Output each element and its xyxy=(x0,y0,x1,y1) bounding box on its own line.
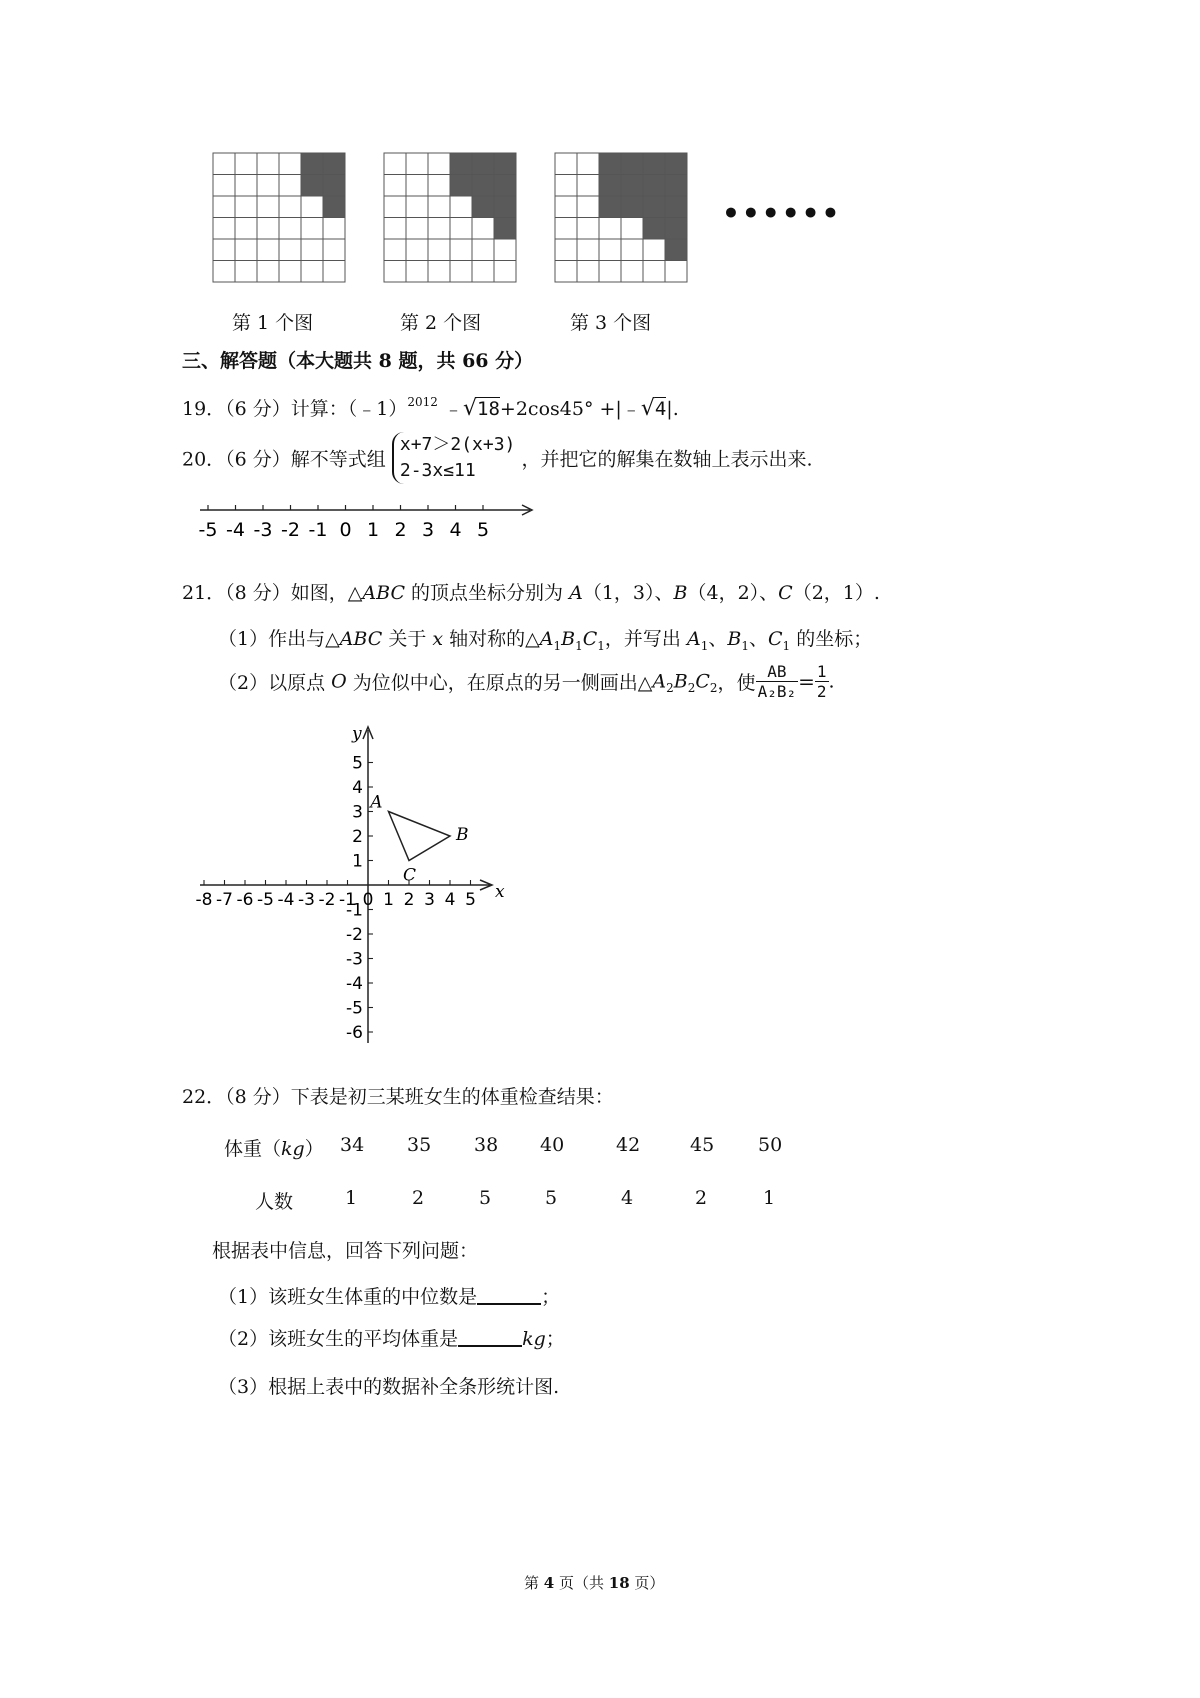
shaded-cell xyxy=(643,175,665,197)
inequality-system xyxy=(392,432,516,484)
y-axis-label: y xyxy=(352,724,362,744)
grid-cell xyxy=(406,239,428,261)
grid-cell xyxy=(428,261,450,283)
q19-exponent: 2012 xyxy=(407,395,438,409)
grid-cell xyxy=(213,153,235,175)
grid-cell xyxy=(555,239,577,261)
row-label-count: 人数 xyxy=(255,1191,294,1213)
y-tick-label: 2 xyxy=(352,827,363,847)
grid-cell xyxy=(279,261,301,283)
count-cell: 1 xyxy=(345,1187,358,1209)
grid-cell xyxy=(323,218,345,240)
x-tick-label: -4 xyxy=(277,890,295,910)
grid-cell xyxy=(235,261,257,283)
grid-cell xyxy=(323,239,345,261)
grid-cell xyxy=(406,261,428,283)
weight-cell: 42 xyxy=(616,1134,641,1156)
grid-cell xyxy=(665,261,687,283)
grid-cell xyxy=(384,261,406,283)
y-tick-label: 3 xyxy=(352,802,363,823)
tick-label: 5 xyxy=(476,519,490,541)
grid-cell xyxy=(257,261,279,283)
shaded-cell xyxy=(665,239,687,261)
grid-cell xyxy=(494,239,516,261)
q19-minus: ﹣ xyxy=(437,398,463,420)
q19-prefix: 19．（6 分）计算：（﹣1） xyxy=(182,398,408,420)
pattern-figure-2 xyxy=(383,152,517,282)
grid-cell xyxy=(301,239,323,261)
coordinate-plane xyxy=(195,724,560,1055)
figure-caption-3: 第 3 个图 xyxy=(570,312,652,334)
shaded-cell xyxy=(599,196,621,218)
shaded-cell xyxy=(621,153,643,175)
answer-blank-2[interactable] xyxy=(458,1327,522,1347)
tick-label: 0 xyxy=(339,519,352,541)
triangle-abc xyxy=(389,812,451,861)
shaded-cell xyxy=(323,153,345,175)
grid-cell xyxy=(577,239,599,261)
y-tick-label: 1 xyxy=(352,851,363,872)
tick-label: -1 xyxy=(308,519,328,541)
page-footer: 第 4 页（共 18 页） xyxy=(524,1574,665,1592)
tick-label: 1 xyxy=(366,519,380,541)
x-axis-label: x xyxy=(495,882,505,902)
question-19 xyxy=(182,394,679,421)
shaded-cell xyxy=(665,196,687,218)
grid-cell xyxy=(384,218,406,240)
grid-cell xyxy=(555,261,577,283)
x-tick-label: -3 xyxy=(298,890,315,910)
grid-cell xyxy=(472,218,494,240)
question-22-part-3: （3）根据上表中的数据补全条形统计图. xyxy=(218,1376,560,1398)
shaded-cell xyxy=(665,175,687,197)
grid-cell xyxy=(213,261,235,283)
question-21-part-2: （2）以原点 O 为位似中心，在原点的另一侧画出$\triangle A_2B_2C_2$，使 $\frac{AB}{\text{A₂B₂}}$ = $\frac{1}{2}$ . xyxy=(218,662,835,701)
table-row-count xyxy=(0,1187,1200,1213)
grid-cell xyxy=(643,239,665,261)
grid-cell xyxy=(577,218,599,240)
shaded-cell xyxy=(301,175,323,197)
grid-cell xyxy=(599,261,621,283)
grid-cell xyxy=(213,175,235,197)
shaded-cell xyxy=(621,175,643,197)
number-line xyxy=(200,500,540,550)
grid-cell xyxy=(301,196,323,218)
shaded-cell xyxy=(472,175,494,197)
grid-cell xyxy=(279,196,301,218)
y-tick-label: -5 xyxy=(346,998,363,1019)
grid-cell xyxy=(213,239,235,261)
x-tick-label: 4 xyxy=(444,890,456,910)
vertex-label-c: C xyxy=(403,865,417,886)
x-tick-label: 2 xyxy=(403,890,415,910)
pattern-figure-1 xyxy=(212,152,346,282)
question-20 xyxy=(182,432,813,484)
grid-cell xyxy=(279,175,301,197)
grid-cell xyxy=(406,196,428,218)
answer-blank-1[interactable] xyxy=(477,1285,541,1305)
grid-cell xyxy=(472,261,494,283)
grid-cell xyxy=(577,261,599,283)
inequality-2: 2-3x≤11 xyxy=(399,460,476,481)
y-tick-label: -2 xyxy=(346,925,363,945)
grid-cell xyxy=(621,218,643,240)
grid-cell xyxy=(301,261,323,283)
vertex-label-a: A xyxy=(370,792,383,813)
q19-radicand-2: 4 xyxy=(654,398,667,420)
grid-cell xyxy=(577,153,599,175)
grid-cell xyxy=(450,239,472,261)
count-cell: 5 xyxy=(545,1187,558,1209)
grid-cell xyxy=(577,196,599,218)
grid-cell xyxy=(213,218,235,240)
grid-cell xyxy=(279,239,301,261)
x-tick-label: -2 xyxy=(318,890,336,910)
grid-cell xyxy=(406,153,428,175)
x-tick-label: -5 xyxy=(257,890,274,910)
x-tick-label: 0 xyxy=(362,890,374,910)
grid-cell xyxy=(406,218,428,240)
weight-cell: 38 xyxy=(474,1134,499,1156)
grid-cell xyxy=(384,239,406,261)
shaded-cell xyxy=(643,218,665,240)
q19-radicand-1: 18 xyxy=(477,398,500,420)
tick-label: -5 xyxy=(198,519,218,541)
tick-label: -3 xyxy=(253,519,273,541)
grid-cell xyxy=(599,239,621,261)
shaded-cell xyxy=(643,196,665,218)
q19-cos-term: +2cos45° xyxy=(499,398,594,420)
pattern-figure-3 xyxy=(554,152,688,282)
sqrt-sign-2: √ xyxy=(640,396,655,421)
question-22-part-2: （2）该班女生的平均体重是 kg； xyxy=(218,1328,565,1350)
y-tick-label: -4 xyxy=(346,974,363,994)
grid-cell xyxy=(428,175,450,197)
count-cell: 2 xyxy=(695,1187,708,1209)
x-tick-label: -7 xyxy=(216,890,233,910)
question-21: 21．（8 分）如图，△ABC 的顶点坐标分别为 A（1，3）、B（4，2）、C（2，1）. xyxy=(182,582,880,604)
sqrt-sign: √ xyxy=(463,396,478,421)
ellipsis-dots: •••••• xyxy=(722,197,842,230)
shaded-cell xyxy=(450,153,472,175)
grid-cell xyxy=(257,153,279,175)
shaded-cell xyxy=(599,153,621,175)
q19-end: |. xyxy=(666,398,679,420)
grid-cell xyxy=(406,175,428,197)
weight-cell: 35 xyxy=(407,1134,432,1156)
grid-cell xyxy=(450,218,472,240)
grid-cell xyxy=(235,175,257,197)
vertex-label-b: B xyxy=(456,825,469,845)
shaded-cell xyxy=(494,153,516,175)
row-label-weight: 体重（kg） xyxy=(224,1138,324,1160)
grid-cell xyxy=(257,175,279,197)
q19-abs-open: +|﹣ xyxy=(593,398,641,420)
grid-cell xyxy=(384,153,406,175)
count-cell: 4 xyxy=(621,1187,634,1209)
shaded-cell xyxy=(323,196,345,218)
table-row-weight xyxy=(0,1134,1200,1160)
count-cell: 5 xyxy=(479,1187,492,1209)
grid-cell xyxy=(450,196,472,218)
shaded-cell xyxy=(472,196,494,218)
tick-label: -4 xyxy=(226,519,245,541)
shaded-cell xyxy=(323,175,345,197)
tick-label: -2 xyxy=(281,519,300,541)
x-tick-label: -1 xyxy=(339,890,356,910)
grid-cell xyxy=(213,196,235,218)
y-tick-label: 5 xyxy=(352,753,363,774)
grid-cell xyxy=(621,261,643,283)
grid-cell xyxy=(450,261,472,283)
y-tick-label: 4 xyxy=(352,778,363,798)
tick-label: 3 xyxy=(421,519,435,541)
grid-cell xyxy=(301,218,323,240)
grid-cell xyxy=(555,196,577,218)
grid-cell xyxy=(472,239,494,261)
grid-cell xyxy=(384,175,406,197)
grid-cell xyxy=(257,196,279,218)
tick-label: 4 xyxy=(449,519,462,541)
x-tick-label: -8 xyxy=(195,890,213,910)
shaded-cell xyxy=(450,175,472,197)
shaded-cell xyxy=(494,196,516,218)
grid-cell xyxy=(279,218,301,240)
shaded-cell xyxy=(643,153,665,175)
grid-cell xyxy=(428,196,450,218)
weight-cell: 50 xyxy=(758,1134,783,1156)
grid-cell xyxy=(599,218,621,240)
count-cell: 1 xyxy=(763,1187,776,1209)
x-tick-label: -6 xyxy=(236,890,254,910)
question-22: 22．（8 分）下表是初三某班女生的体重检查结果： xyxy=(182,1086,614,1108)
figure-caption-2: 第 2 个图 xyxy=(400,312,482,334)
shaded-cell xyxy=(599,175,621,197)
q20-suffix: ，并把它的解集在数轴上表示出来. xyxy=(521,448,813,471)
grid-cell xyxy=(323,261,345,283)
shaded-cell xyxy=(472,153,494,175)
grid-cell xyxy=(235,218,257,240)
question-21-part-1: （1）作出与△ABC 关于 x 轴对称的$\triangle A_1B_1C_1$，并写出 $A_1$、$B_1$、$C_1$ 的坐标； xyxy=(218,628,873,653)
grid-cell xyxy=(428,239,450,261)
weight-cell: 34 xyxy=(340,1134,365,1156)
shaded-cell xyxy=(621,196,643,218)
question-22-prompt: 根据表中信息，回答下列问题： xyxy=(212,1240,479,1262)
x-tick-label: 1 xyxy=(383,890,394,910)
grid-cell xyxy=(555,153,577,175)
grid-cell xyxy=(384,196,406,218)
grid-cell xyxy=(621,239,643,261)
y-tick-label: -1 xyxy=(346,900,363,921)
grid-cell xyxy=(428,218,450,240)
grid-cell xyxy=(428,153,450,175)
grid-cell xyxy=(257,218,279,240)
grid-cell xyxy=(643,261,665,283)
grid-cell xyxy=(279,153,301,175)
grid-cell xyxy=(494,261,516,283)
q20-prefix: 20．（6 分）解不等式组 xyxy=(182,448,386,471)
y-tick-label: -3 xyxy=(346,949,363,970)
fraction-half: $\frac{1}{2}$ xyxy=(816,662,827,701)
x-tick-label: 3 xyxy=(424,890,435,910)
grid-cell xyxy=(555,175,577,197)
shaded-cell xyxy=(301,153,323,175)
weight-cell: 40 xyxy=(540,1134,565,1156)
shaded-cell xyxy=(665,218,687,240)
figure-caption-1: 第 1 个图 xyxy=(232,312,314,334)
grid-cell xyxy=(555,218,577,240)
section-title: 三、解答题（本大题共 8 题，共 66 分） xyxy=(182,350,534,372)
fraction-ab: $\frac{AB}{\text{A₂B₂}}$ xyxy=(757,662,797,701)
x-tick-label: 5 xyxy=(465,890,476,910)
grid-cell xyxy=(235,196,257,218)
y-tick-label: -6 xyxy=(346,1023,363,1043)
tick-label: 2 xyxy=(394,519,407,541)
weight-cell: 45 xyxy=(690,1134,715,1156)
grid-cell xyxy=(577,175,599,197)
grid-cell xyxy=(257,239,279,261)
shaded-cell xyxy=(494,175,516,197)
shaded-cell xyxy=(665,153,687,175)
count-cell: 2 xyxy=(412,1187,425,1209)
shaded-cell xyxy=(494,218,516,240)
question-22-part-1: （1）该班女生体重的中位数是 ； xyxy=(218,1286,561,1308)
inequality-1: x+7＞2(x+3) xyxy=(399,434,516,455)
grid-cell xyxy=(235,153,257,175)
grid-cell xyxy=(235,239,257,261)
